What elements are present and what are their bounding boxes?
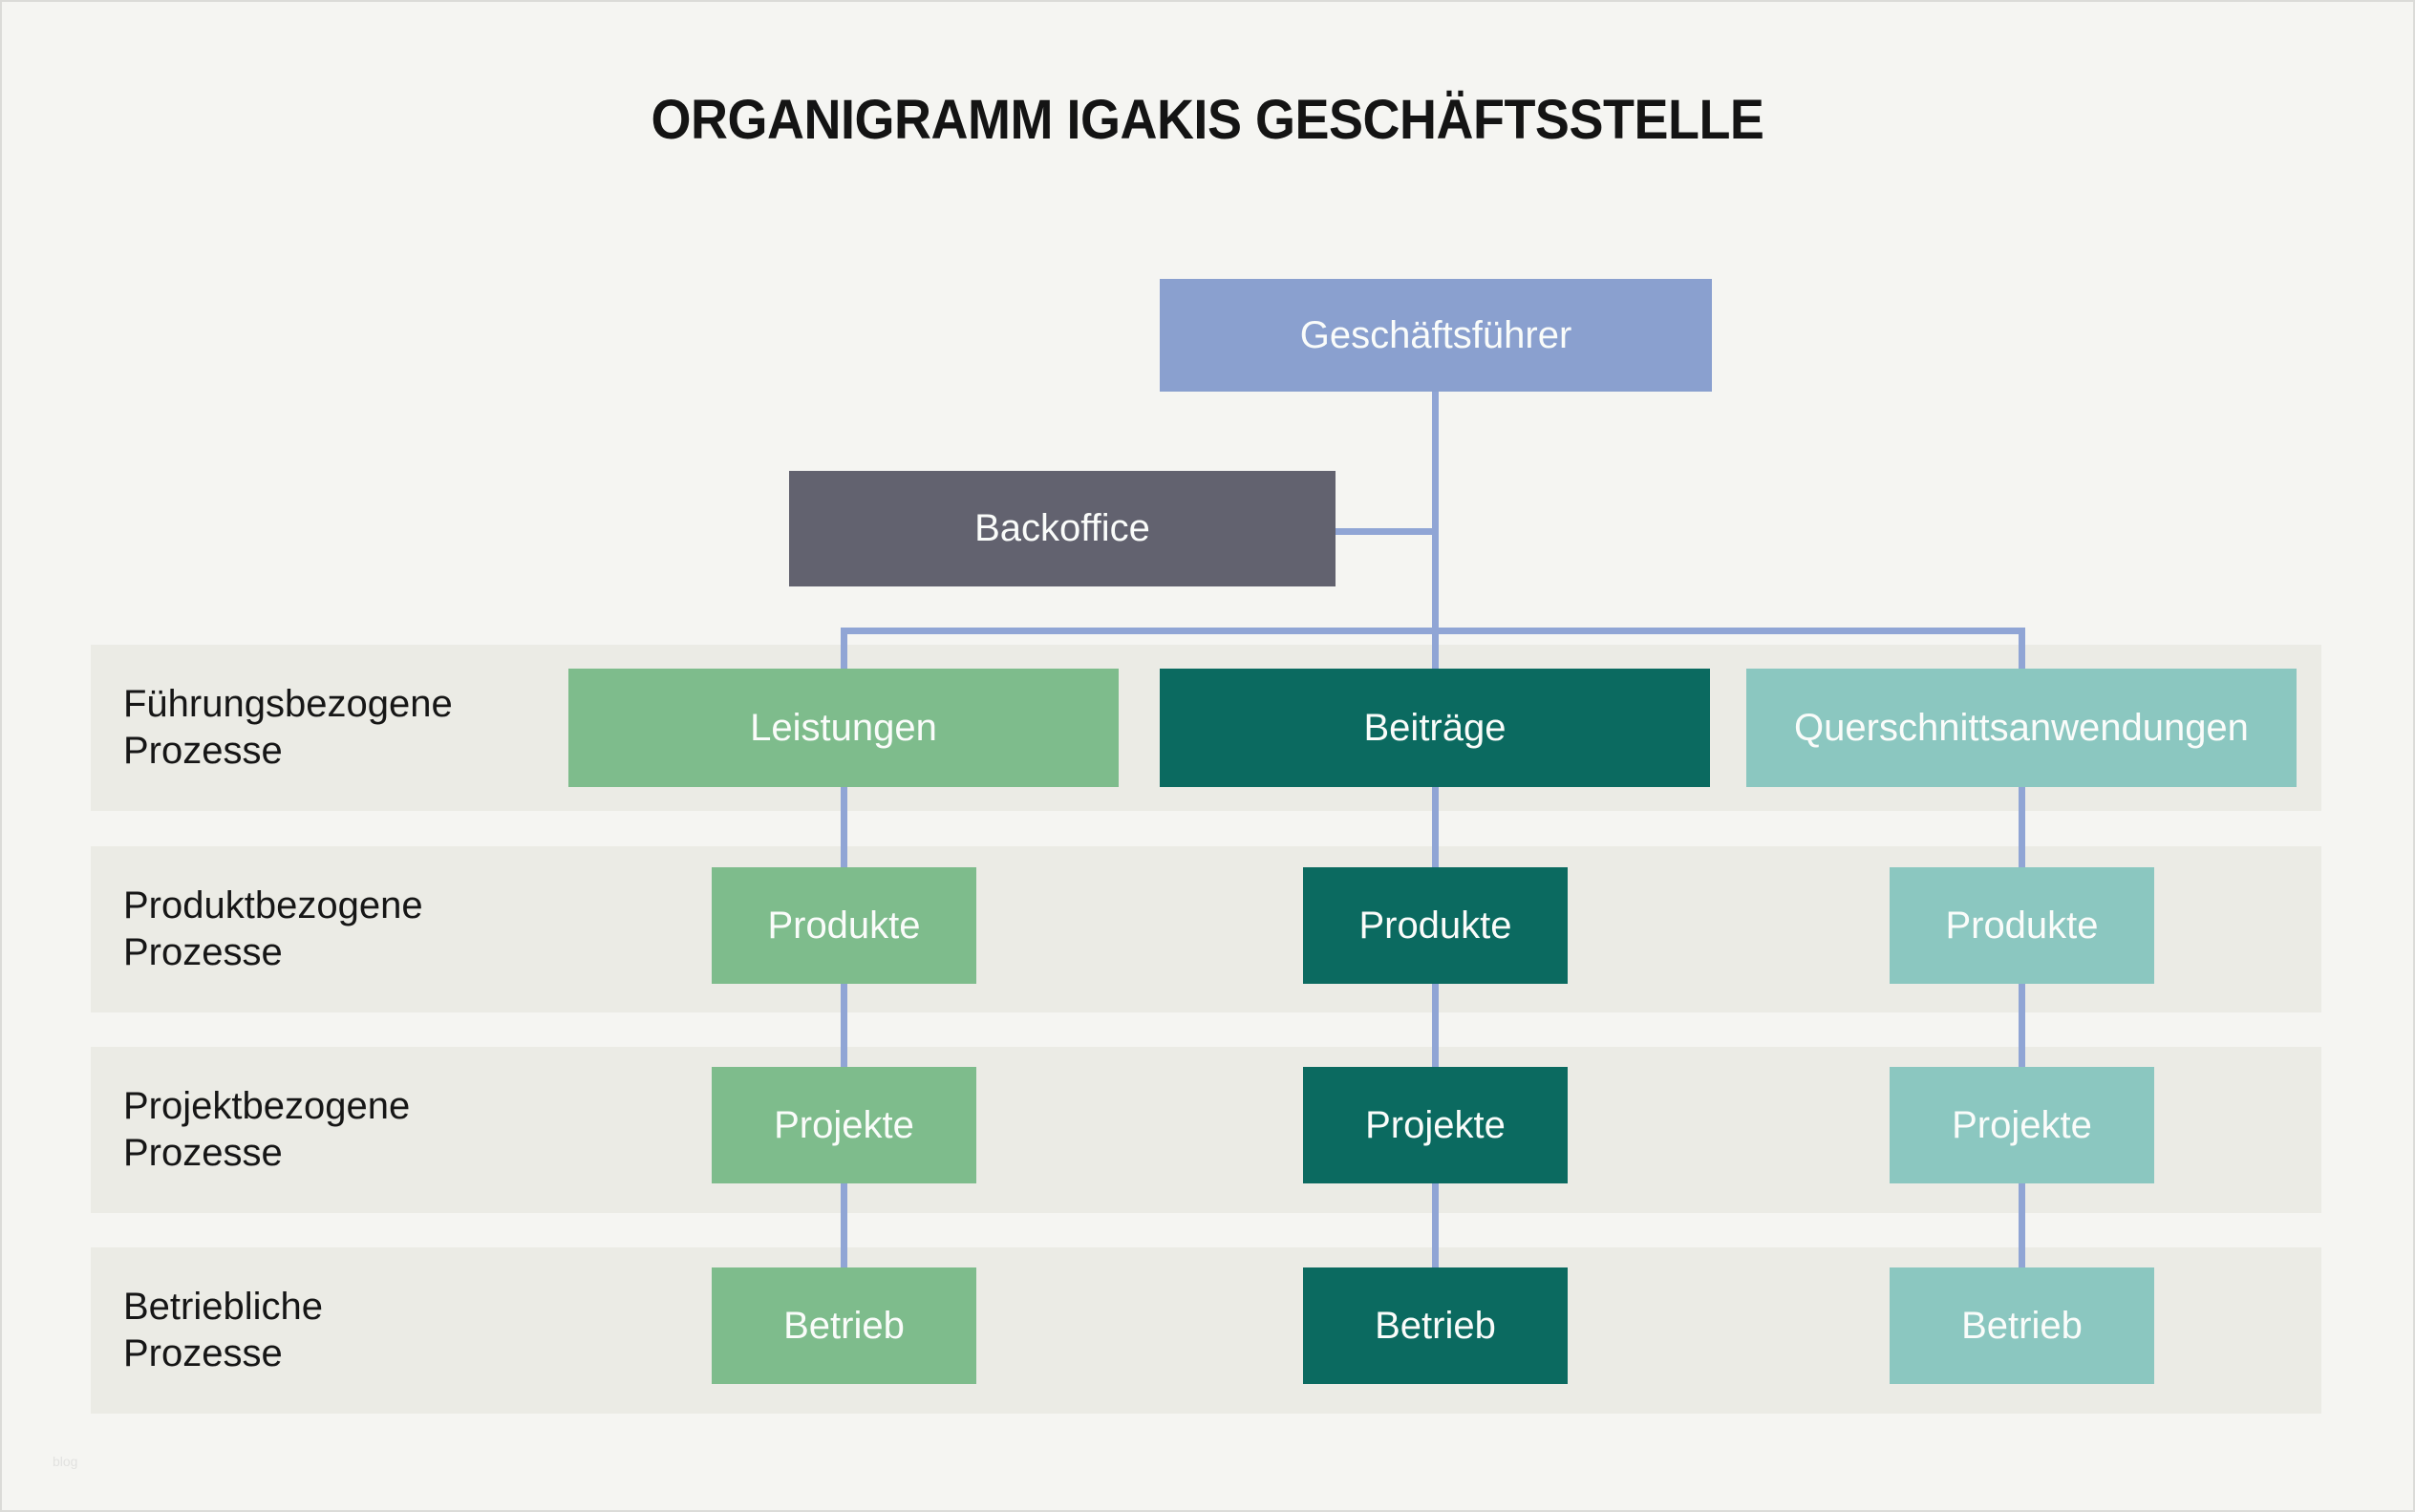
node-produkte-col1 — [712, 867, 976, 984]
node-label: Beiträge — [1363, 706, 1507, 749]
connector-col1-row2-row3 — [841, 984, 847, 1067]
node-projekte-col1 — [712, 1067, 976, 1183]
connector-stub-col1-top — [841, 628, 847, 669]
row-label-line2: Prozesse — [123, 1132, 283, 1174]
node-label: Backoffice — [974, 507, 1150, 549]
node-label: Projekte — [1952, 1103, 2092, 1146]
node-betrieb-col3 — [1890, 1267, 2154, 1384]
node-label: Betrieb — [1375, 1304, 1496, 1347]
node-label: Leistungen — [750, 706, 937, 749]
row-label-projektbezogene — [123, 1083, 410, 1177]
node-label: Geschäftsführer — [1299, 313, 1572, 356]
row-label-line1: Betriebliche — [123, 1286, 324, 1328]
connector-col3-row1-row2 — [2019, 787, 2025, 867]
connector-col3-row2-row3 — [2019, 984, 2025, 1067]
node-produkte-col3 — [1890, 867, 2154, 984]
row-label-line1: Produktbezogene — [123, 884, 423, 926]
node-leistungen — [568, 669, 1119, 787]
row-label-line2: Prozesse — [123, 730, 283, 772]
node-label: Querschnittsanwendungen — [1794, 706, 2249, 749]
node-projekte-col2 — [1303, 1067, 1568, 1183]
node-beitraege — [1160, 669, 1710, 787]
row-label-line2: Prozesse — [123, 931, 283, 973]
watermark-text: blog — [53, 1454, 78, 1469]
connector-col2-row2-row3 — [1432, 984, 1439, 1067]
connector-col2-row3-row4 — [1432, 1183, 1439, 1267]
node-geschaeftsfuehrer — [1160, 279, 1712, 392]
connector-distribution — [841, 628, 2025, 634]
node-backoffice — [789, 471, 1336, 586]
row-label-produktbezogene — [123, 883, 423, 976]
node-label: Projekte — [774, 1103, 914, 1146]
connector-stub-col3-top — [2019, 628, 2025, 669]
connector-col1-row1-row2 — [841, 787, 847, 867]
row-label-line2: Prozesse — [123, 1332, 283, 1374]
page-title: ORGANIGRAMM IGAKIS GESCHÄFTSSTELLE — [651, 89, 1764, 151]
node-querschnittsanwendungen — [1746, 669, 2297, 787]
node-betrieb-col1 — [712, 1267, 976, 1384]
node-projekte-col3 — [1890, 1067, 2154, 1183]
connector-backoffice — [1336, 528, 1432, 535]
row-label-fuehrungsbezogene — [123, 681, 453, 775]
node-produkte-col2 — [1303, 867, 1568, 984]
row-label-betriebliche — [123, 1284, 323, 1377]
row-label-line1: Projektbezogene — [123, 1085, 411, 1127]
node-label: Produkte — [767, 904, 921, 947]
row-label-line1: Führungsbezogene — [123, 683, 453, 725]
connector-col2-row1-row2 — [1432, 787, 1439, 867]
connector-col3-row3-row4 — [2019, 1183, 2025, 1267]
node-betrieb-col2 — [1303, 1267, 1568, 1384]
node-label: Projekte — [1365, 1103, 1506, 1146]
connector-col1-row3-row4 — [841, 1183, 847, 1267]
node-label: Produkte — [1945, 904, 2099, 947]
node-label: Betrieb — [783, 1304, 905, 1347]
node-label: Betrieb — [1961, 1304, 2083, 1347]
node-label: Produkte — [1358, 904, 1512, 947]
